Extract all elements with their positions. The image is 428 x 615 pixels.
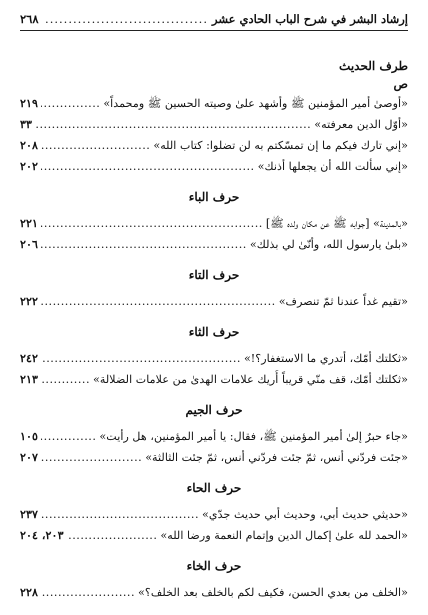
entry-page-number: ٢٠٧ <box>20 450 39 464</box>
entry-text: «جاء حبرٌ إلىٰ أمير المؤمنين ﷺ، فقال: يا أمير المؤمنين، هل رأيت» <box>99 430 408 443</box>
header-page-number: ٢٦٨ <box>20 12 39 26</box>
entry-text: «أوّل الدين معرفته» <box>314 118 408 131</box>
leader-dots <box>41 136 150 156</box>
header-title: إرشاد البشر في شرح الباب الحادي عشر <box>211 12 408 26</box>
leader-dots <box>41 157 255 177</box>
section-title: حرف الباء <box>188 190 240 204</box>
header-leader-dots <box>43 12 208 26</box>
index-section <box>20 556 408 603</box>
index-entry <box>20 135 408 156</box>
entry-page-number: ٢٠٦ <box>20 237 39 251</box>
leader-dots <box>35 115 311 135</box>
section-title: حرف التاء <box>188 268 240 282</box>
leader-dots <box>67 526 158 546</box>
entry-page-number: ٢٢٢ <box>20 294 39 308</box>
entry-page-number: ٢٣٧ <box>20 507 39 521</box>
index-entry <box>20 156 408 177</box>
index-entry <box>20 525 408 546</box>
running-header <box>20 12 408 31</box>
leader-dots <box>41 292 276 312</box>
column-header-page-abbr: ص <box>393 77 408 91</box>
entry-text: «ثكلتك أمّك، أتدري ما الاستغفار؟!» <box>243 352 408 365</box>
index-entry <box>20 93 408 114</box>
leader-dots <box>41 370 90 390</box>
entry-text: «بلىٰ يارسول الله، وأنّىٰ لي بذلك» <box>249 238 408 251</box>
index-entry <box>20 369 408 390</box>
section-title: حرف الثاء <box>188 325 240 339</box>
entry-page-number: ٣٣ <box>20 117 33 131</box>
index-entry <box>20 213 408 234</box>
entry-page-number: ٢١٩ <box>20 96 39 110</box>
leader-dots <box>41 214 263 234</box>
leader-dots <box>41 583 135 603</box>
index-entry <box>20 234 408 255</box>
entry-text: «الحمد لله علىٰ إكمال الدين وإتمام النعمة ورضا الله» <box>160 529 408 542</box>
index-section <box>20 478 408 546</box>
column-header-label: طرف الحديث <box>339 59 408 73</box>
section-title: حرف الحاء <box>186 481 242 495</box>
entry-text: «حديثي حديث أبي، وحديث أبي حديث جدّي» <box>202 508 408 521</box>
entry-text: «إني سألت الله أن يجعلها أذنك» <box>257 160 408 173</box>
entry-text: «جئت فردّني أنس، ثمّ جئت فردّني أنس، ثمّ جئت الثالثة» <box>145 451 408 464</box>
leader-dots <box>41 448 142 468</box>
section-title: حرف الخاء <box>186 559 242 573</box>
entry-text: «إني تارك فيكم ما إن تمسّكتم به لن تضلوا: كتاب الله» <box>153 139 408 152</box>
entry-text: «تقيم غداً عندنا ثمّ تنصرف» <box>278 295 408 308</box>
entry-page-number: ٢٠٣، ٢٠٤ <box>20 528 64 542</box>
entry-text: «بالمدينة» [جوابه ﷺ عن مكان ولده ﷺ] <box>265 217 408 230</box>
column-header <box>20 57 408 93</box>
index-entry <box>20 291 408 312</box>
leader-dots <box>41 94 100 114</box>
index-section <box>20 322 408 390</box>
leader-dots <box>41 235 247 255</box>
entry-text: «ثكلتك أمّك، قف منّي قريباً أُريك علامات الهدىٰ من علامات الضلالة» <box>93 373 408 386</box>
leader-dots <box>41 505 199 525</box>
index-entry <box>20 447 408 468</box>
entry-page-number: ٢٢١ <box>20 216 39 230</box>
entry-page-number: ٢١٣ <box>20 372 39 386</box>
leader-dots <box>41 427 96 447</box>
entry-page-number: ٢٠٢ <box>20 159 39 173</box>
index-entry <box>20 582 408 603</box>
index-entry <box>20 348 408 369</box>
section-title: حرف الجيم <box>185 403 243 417</box>
entry-text: «الخلف من بعدي الحسن، فكيف لكم بالخلف بعد الخلف؟» <box>138 586 408 599</box>
entry-page-number: ٢٤٢ <box>20 351 39 365</box>
leader-dots <box>41 349 241 369</box>
index-entry <box>20 504 408 525</box>
index-sections <box>20 93 408 603</box>
index-section <box>20 400 408 468</box>
entry-page-number: ٢٠٨ <box>20 138 39 152</box>
index-section <box>20 265 408 312</box>
index-entry <box>20 114 408 135</box>
entry-page-number: ١٠٥ <box>20 429 39 443</box>
index-entry <box>20 426 408 447</box>
index-section <box>20 93 408 177</box>
entry-page-number: ٢٢٨ <box>20 585 39 599</box>
index-section <box>20 187 408 255</box>
entry-text: «أوصىٰ أمير المؤمنين ﷺ وأشهد علىٰ وصيته الحسين ﷺ ومحمداً» <box>103 97 408 110</box>
